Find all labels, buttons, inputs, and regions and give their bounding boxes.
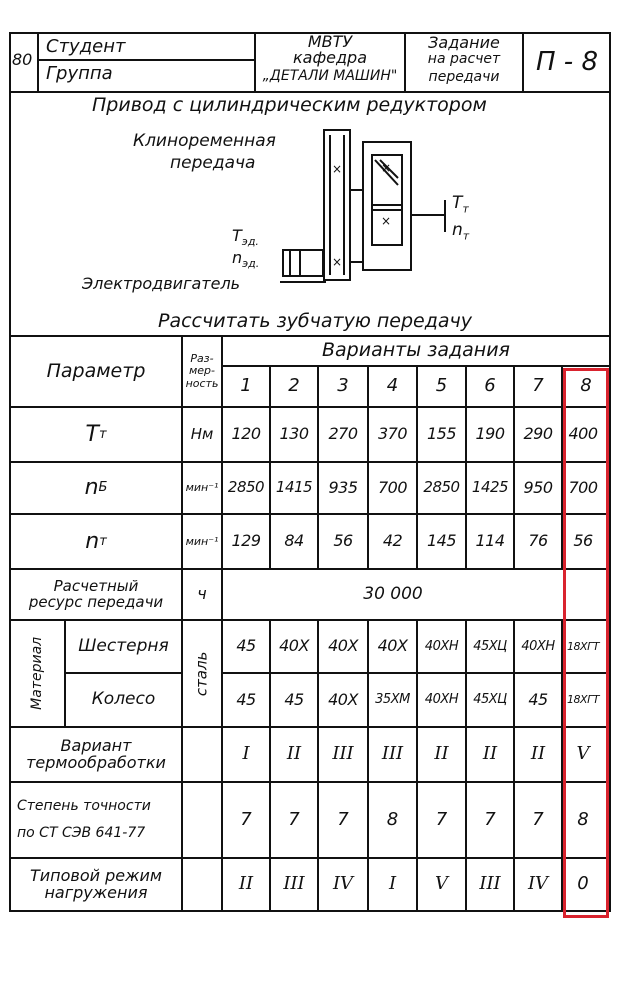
output-speed-label: $n_т$ — [452, 220, 470, 243]
value-load: III — [479, 873, 501, 895]
value-accuracy: 8 — [386, 808, 399, 830]
value-nb: 1415 — [275, 478, 313, 497]
svg-text:×: × — [380, 214, 392, 228]
value-pinion: 40ХН — [424, 638, 459, 654]
dim-header-line3: ность — [185, 376, 219, 390]
value-nt: 114 — [475, 531, 505, 551]
value-heat: III — [332, 743, 354, 765]
heat-label-line2: термообработки — [26, 752, 166, 772]
accuracy-label-line2: по СТ СЭВ 641-77 — [17, 825, 146, 841]
svg-text:×: × — [331, 255, 343, 269]
output-torque-label: $T_т$ — [452, 193, 469, 216]
value-nb: 1425 — [471, 478, 509, 497]
value-heat: II — [286, 743, 302, 765]
value-load: I — [388, 873, 397, 895]
value-nt: 56 — [333, 531, 353, 551]
task-line1: Задание — [428, 32, 500, 52]
value-nt: 145 — [426, 531, 457, 551]
value-nb: 700 — [377, 477, 408, 497]
accuracy-label-line1: Степень точности — [17, 798, 151, 815]
value-wheel: 45 — [236, 689, 256, 709]
value-heat: II — [482, 743, 498, 765]
svg-text:×: × — [331, 162, 343, 176]
value-heat: II — [434, 743, 449, 765]
value-heat: II — [530, 743, 546, 765]
value-load: III — [283, 873, 305, 895]
value-accuracy: 8 — [577, 808, 589, 830]
task-line2: на расчет — [427, 51, 501, 68]
institute-name: МВТУ — [307, 32, 353, 52]
value-load: V — [435, 873, 448, 895]
load-label-line1: Типовой режим — [29, 865, 162, 885]
value-nb: 950 — [523, 477, 553, 497]
value-accuracy: 7 — [337, 808, 349, 830]
heat-label-line1: Вариант — [60, 735, 132, 755]
value-heat: III — [381, 743, 404, 765]
unit-nb: мин⁻¹ — [185, 481, 219, 495]
value-pinion: 45ХЦ — [473, 638, 507, 654]
param-header: Параметр — [46, 359, 146, 382]
value-load: 0 — [577, 873, 589, 895]
row-label-accuracy — [11, 783, 181, 857]
value-nt: 56 — [573, 531, 593, 551]
value-wheel: 18ХГТ — [567, 693, 599, 707]
value-wheel: 35ХМ — [375, 692, 410, 708]
belt-label-line1: Клиноременная — [133, 131, 276, 151]
material-label: Материал — [29, 637, 46, 710]
resource-label-line2: ресурс передачи — [28, 592, 164, 611]
value-accuracy: 7 — [240, 808, 252, 830]
value-nt: 129 — [231, 531, 261, 551]
value-Tt: 155 — [426, 424, 457, 444]
unit-resource: ч — [197, 584, 207, 604]
value-wheel: 45 — [528, 689, 548, 709]
variant-number: 3 — [337, 375, 349, 397]
value-Tt: 290 — [523, 424, 553, 444]
unit-nt: мин⁻¹ — [185, 534, 219, 548]
dim-header-line2: мер- — [188, 364, 216, 378]
variant-number: 7 — [532, 375, 544, 397]
value-Tt: 270 — [328, 424, 358, 444]
task-code: П - 8 — [535, 47, 598, 78]
value-wheel: 45 — [284, 689, 304, 709]
variant-number: 2 — [288, 375, 300, 397]
motor-torque-label: $T_{эд.}$ — [232, 226, 259, 249]
value-pinion: 45 — [236, 636, 256, 656]
variant-number: 1 — [240, 375, 252, 397]
variant-number: 6 — [484, 375, 496, 397]
svg-text:×: × — [380, 161, 392, 175]
value-nt: 76 — [528, 531, 548, 551]
value-wheel: 40Х — [328, 689, 358, 709]
calc-title: Рассчитать зубчатую передачу — [158, 310, 472, 332]
motor-speed-label: $n_{эд.}$ — [232, 248, 260, 271]
department-line2: „ДЕТАЛИ МАШИН" — [262, 67, 398, 84]
row-label-nb: n Б — [84, 475, 108, 501]
value-accuracy: 7 — [288, 808, 300, 830]
department-line1: кафедра — [292, 48, 367, 68]
drive-title: Привод с цилиндрическим редуктором — [92, 94, 487, 116]
value-Tt: 190 — [475, 424, 505, 444]
value-accuracy: 7 — [484, 808, 496, 830]
value-pinion: 40Х — [328, 636, 358, 656]
value-pinion: 40Х — [279, 636, 309, 656]
value-nb: 2850 — [423, 478, 460, 497]
row-label-heat — [11, 728, 181, 781]
value-load: IV — [332, 873, 354, 895]
value-pinion: 18ХГТ — [567, 639, 599, 653]
dim-header — [183, 337, 221, 406]
value-nb: 2850 — [227, 478, 265, 497]
group-label: Группа — [46, 63, 113, 84]
value-nt: 42 — [382, 531, 403, 551]
value-wheel: 45ХЦ — [473, 692, 507, 708]
row-label-resource — [11, 570, 181, 619]
header-number: 80 — [12, 50, 33, 69]
value-pinion: 40ХН — [521, 638, 555, 654]
value-load: IV — [527, 873, 549, 895]
dim-header-line1: Раз- — [190, 351, 214, 365]
material-unit: сталь — [192, 651, 211, 696]
variant-number: 4 — [386, 375, 399, 397]
variant-number: 5 — [435, 375, 448, 397]
value-heat: V — [576, 743, 590, 765]
variant-number: 8 — [580, 375, 592, 397]
value-Tt: 400 — [568, 424, 598, 444]
row-label-load — [11, 859, 181, 910]
value-nb: 700 — [568, 477, 598, 497]
student-label: Студент — [46, 36, 126, 57]
belt-label-line2: передача — [170, 153, 256, 173]
row-label-nt: n т — [85, 528, 107, 554]
row-label-pinion: Шестерня — [78, 635, 169, 656]
value-pinion: 40Х — [377, 636, 408, 656]
variants-header: Варианты задания — [322, 339, 510, 362]
value-Tt: 370 — [377, 424, 408, 444]
value-nb: 935 — [328, 477, 358, 497]
value-Tt: 130 — [279, 424, 309, 444]
value-heat: I — [242, 743, 250, 765]
value-resource: 30 000 — [363, 583, 423, 604]
value-Tt: 120 — [231, 424, 261, 444]
value-load: II — [238, 873, 254, 895]
unit-Tt: Нм — [190, 424, 214, 443]
value-accuracy: 7 — [532, 808, 544, 830]
resource-label-line1: Расчетный — [53, 576, 139, 595]
task-line3: передачи — [428, 68, 500, 85]
value-nt: 84 — [284, 531, 304, 551]
motor-label: Электродвигатель — [82, 274, 241, 293]
row-label-wheel: Колесо — [91, 689, 156, 710]
value-wheel: 40ХН — [424, 692, 459, 708]
row-label-Tt: T т — [85, 421, 107, 447]
value-accuracy: 7 — [435, 808, 448, 830]
load-label-line2: нагружения — [44, 882, 148, 902]
